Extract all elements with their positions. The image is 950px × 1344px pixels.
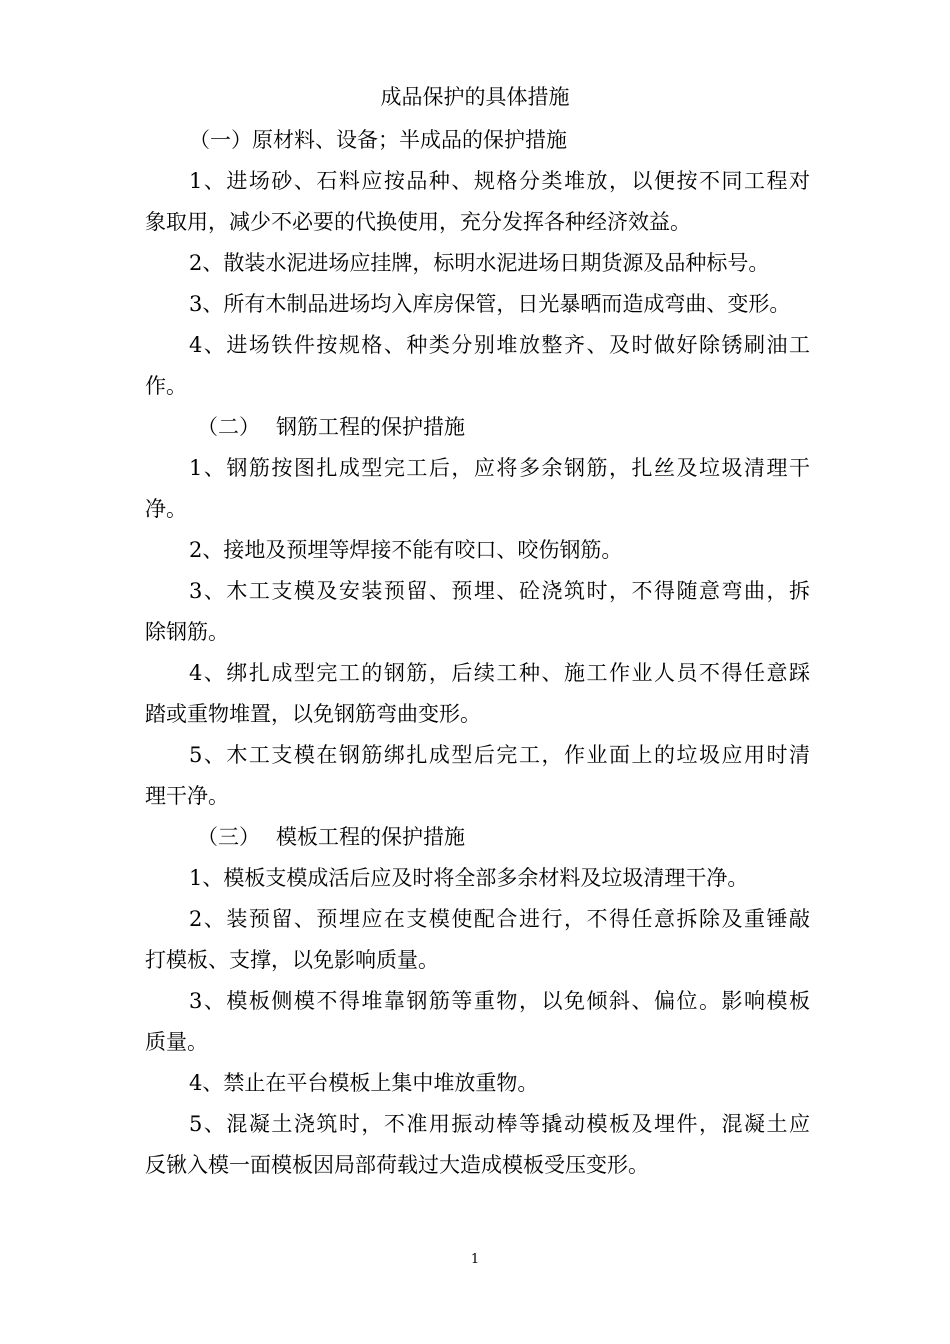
paragraph-line: 2、接地及预埋等焊接不能有咬口、咬伤钢筋。 <box>189 538 623 562</box>
section-heading <box>145 407 810 448</box>
paragraph-line: 1、钢筋按图扎成型完工后，应将多余钢筋，扎丝及垃圾清理干 <box>189 456 810 480</box>
paragraph-line: 质量。 <box>145 1030 208 1054</box>
paragraph-line: 象取用，减少不必要的代换使用，充分发挥各种经济效益。 <box>145 210 691 234</box>
paragraph-line: 1、模板支模成活后应及时将全部多余材料及垃圾清理干净。 <box>189 866 749 890</box>
paragraph-line: 4、进场铁件按规格、种类分别堆放整齐、及时做好除锈刷油工 <box>189 333 810 357</box>
paragraph-line: 3、所有木制品进场均入库房保管，日光暴晒而造成弯曲、变形。 <box>189 292 791 316</box>
document-title: 成品保护的具体措施 <box>380 85 570 109</box>
document-body <box>145 120 810 1186</box>
section-title: 原材料、设备；半成品的保护措施 <box>252 128 567 152</box>
section-number: （一） <box>189 128 252 152</box>
paragraph-line: 打模板、支撑，以免影响质量。 <box>145 948 439 972</box>
paragraph-line: 踏或重物堆置，以免钢筋弯曲变形。 <box>145 702 481 726</box>
paragraph-line: 2、散装水泥进场应挂牌，标明水泥进场日期货源及品种标号。 <box>189 251 770 275</box>
paragraph-line: 5、混凝土浇筑时，不准用振动棒等撬动模板及埋件，混凝土应 <box>189 1112 810 1136</box>
paragraph-line: 5、木工支模在钢筋绑扎成型后完工，作业面上的垃圾应用时清 <box>189 743 810 767</box>
section-number: （三） <box>197 825 260 849</box>
paragraph-line: 1、进场砂、石料应按品种、规格分类堆放，以便按不同工程对 <box>189 169 810 193</box>
paragraph-line: 3、木工支模及安装预留、预埋、砼浇筑时，不得随意弯曲，拆 <box>189 579 810 603</box>
page-number: 1 <box>470 1252 480 1267</box>
paragraph-line: 净。 <box>145 497 187 521</box>
paragraph-line: 3、模板侧模不得堆靠钢筋等重物，以免倾斜、偏位。影响模板 <box>189 989 810 1013</box>
paragraph-line: 4、绑扎成型完工的钢筋，后续工种、施工作业人员不得任意踩 <box>189 661 810 685</box>
paragraph-line: 2、装预留、预埋应在支模使配合进行，不得任意拆除及重锤敲 <box>189 907 810 931</box>
paragraph-line: 作。 <box>145 374 187 398</box>
section-heading <box>145 817 810 858</box>
section-title: 钢筋工程的保护措施 <box>276 415 465 439</box>
paragraph-line: 除钢筋。 <box>145 620 229 644</box>
paragraph-line: 4、禁止在平台模板上集中堆放重物。 <box>189 1071 539 1095</box>
section-number: （二） <box>197 415 260 439</box>
paragraph-line: 反锹入模一面模板因局部荷载过大造成模板受压变形。 <box>145 1153 649 1177</box>
section-heading <box>145 120 810 161</box>
paragraph-line: 理干净。 <box>145 784 229 808</box>
section-title: 模板工程的保护措施 <box>276 825 465 849</box>
